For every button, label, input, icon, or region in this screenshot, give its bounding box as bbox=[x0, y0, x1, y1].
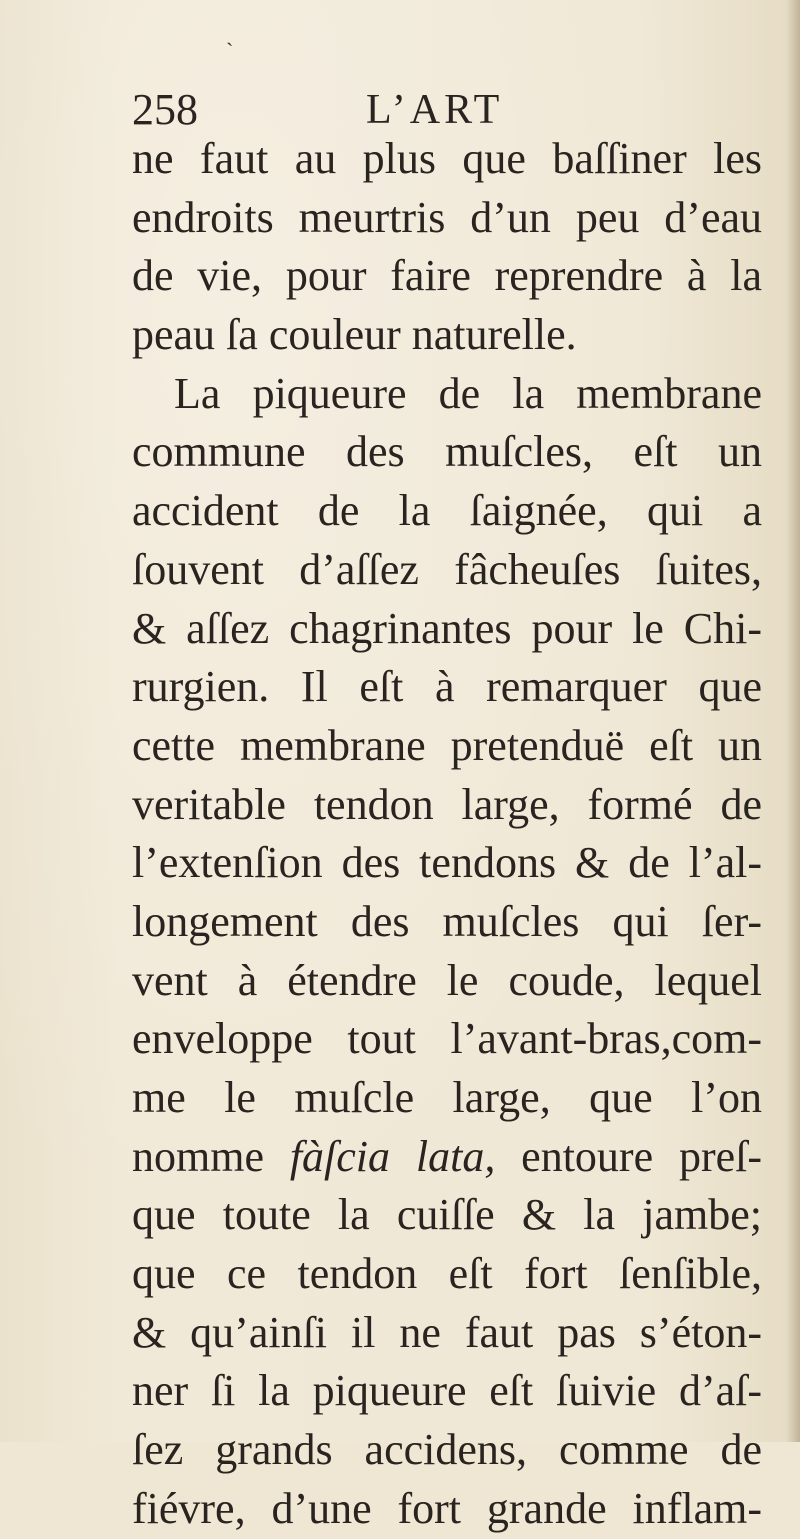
text-line: l’extenſion des tendons & de l’al- bbox=[132, 838, 762, 888]
text-line: accident de la ſaignée, qui a bbox=[132, 486, 762, 536]
text-line: ner ſi la piqueure eſt ſuivie d’aſ- bbox=[132, 1366, 762, 1416]
text-line: ſouvent d’aſſez fâcheuſes ſuites, bbox=[132, 544, 762, 594]
text-line-mixed bbox=[132, 1128, 762, 1187]
text-line: & qu’ainſi il ne faut pas s’éton- bbox=[132, 1307, 762, 1357]
text-line: longement des muſcles qui ſer- bbox=[132, 896, 762, 946]
text-line: endroits meurtris d’un peu d’eau bbox=[132, 192, 762, 242]
text-segment: entoure preſ- bbox=[521, 1131, 763, 1181]
text-line: que ce tendon eſt fort ſenſible, bbox=[132, 1249, 762, 1299]
page-number: 258 bbox=[132, 85, 198, 134]
page-edge-shadow bbox=[786, 0, 800, 1442]
text-line: fiévre, d’une fort grande inflam- bbox=[132, 1483, 762, 1533]
text-line: ne faut au plus que baſſiner les bbox=[132, 134, 762, 183]
italic-term: fàſcia lata, bbox=[289, 1131, 496, 1181]
text-line: cette membrane pretenduë eſt un bbox=[132, 720, 762, 770]
text-line: vent à étendre le coude, lequel bbox=[132, 955, 762, 1005]
ink-mark: ˏ bbox=[226, 22, 234, 47]
text-line: & aſſez chagrinantes pour le Chi- bbox=[132, 603, 762, 653]
text-line: rurgien. Il eſt à remarquer que bbox=[132, 662, 762, 712]
running-head: L’ART bbox=[366, 87, 504, 133]
text-line: me le muſcle large, que l’on bbox=[132, 1073, 762, 1122]
text-line: La piqueure de la membrane bbox=[174, 368, 762, 418]
text-line: commune des muſcles, eſt un bbox=[132, 427, 762, 477]
text-line: que toute la cuiſſe & la jambe; bbox=[132, 1190, 762, 1240]
text-line: veritable tendon large, formé de bbox=[132, 779, 762, 829]
text-line: ſez grands accidens, comme de bbox=[132, 1425, 762, 1475]
text-line: peau ſa couleur naturelle. bbox=[132, 310, 577, 360]
body-text bbox=[132, 130, 762, 1539]
text-line: de vie, pour faire reprendre à la bbox=[132, 251, 762, 301]
text-line: enveloppe tout l’avant-bras,com- bbox=[132, 1014, 762, 1064]
text-segment: nomme bbox=[132, 1131, 264, 1181]
